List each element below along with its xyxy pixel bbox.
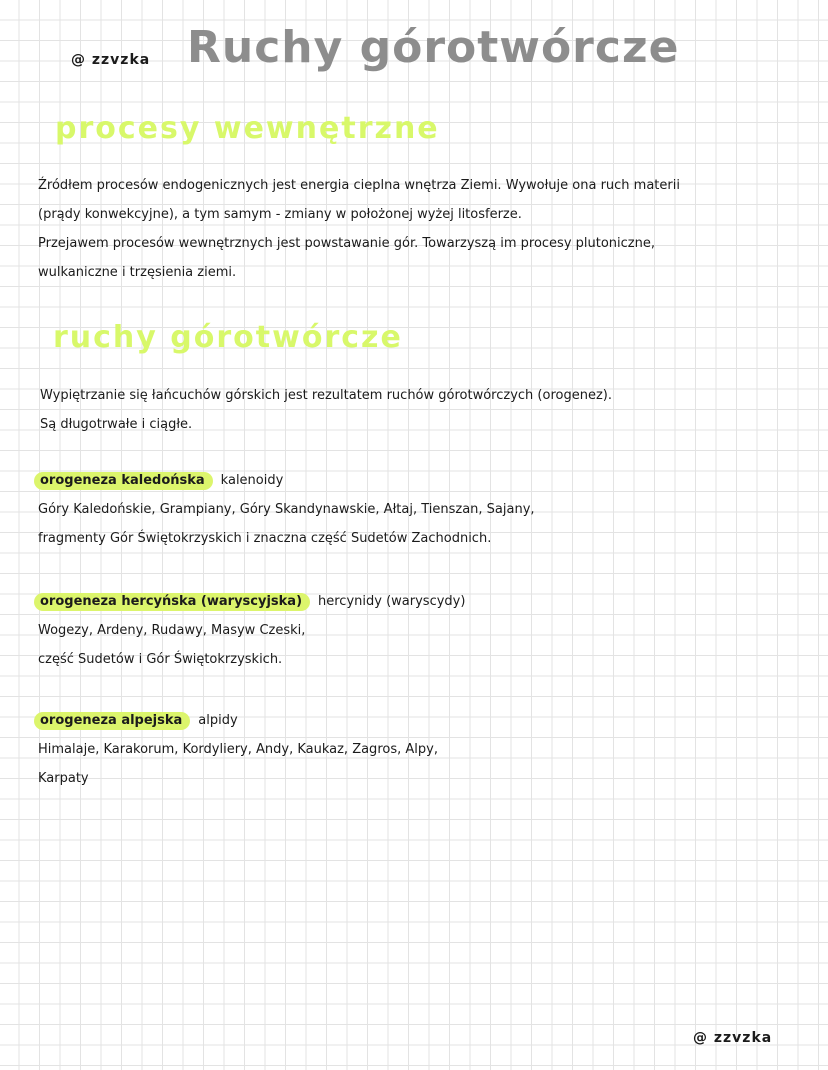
paragraph-line: Są długotrwałe i ciągłe. bbox=[40, 417, 193, 432]
paragraph-ruchy bbox=[40, 381, 612, 439]
page-title: Ruchy górotwórcze bbox=[187, 22, 680, 73]
author-handle-top: @ zzvzka bbox=[71, 52, 151, 68]
orogeny-result: alpidy bbox=[198, 713, 238, 728]
orogeny-hercynska bbox=[38, 587, 465, 674]
orogeny-line: część Sudetów i Gór Świętokrzyskich. bbox=[38, 652, 283, 667]
orogeny-result: kalenoidy bbox=[220, 473, 284, 488]
orogeny-alpejska bbox=[38, 706, 438, 793]
orogeny-line: fragmenty Gór Świętokrzyskich i znaczna część Sudetów Zachodnich. bbox=[38, 531, 492, 546]
orogeny-header bbox=[38, 706, 438, 735]
section-heading-procesy: procesy wewnętrzne bbox=[55, 111, 440, 146]
paragraph-line: Wypiętrzanie się łańcuchów górskich jest rezultatem ruchów górotwórczych (orogenez). bbox=[40, 388, 612, 403]
orogeny-name-highlight: orogeneza alpejska bbox=[34, 712, 190, 730]
orogeny-name-highlight: orogeneza kaledońska bbox=[34, 472, 213, 490]
orogeny-kaledonska bbox=[38, 466, 535, 553]
author-handle-bottom: @ zzvzka bbox=[693, 1030, 773, 1046]
paragraph-line: Źródłem procesów endogenicznych jest energia cieplna wnętrza Ziemi. Wywołuje ona ruch materii bbox=[38, 178, 680, 193]
orogeny-line: Himalaje, Karakorum, Kordyliery, Andy, Kaukaz, Zagros, Alpy, bbox=[38, 742, 438, 757]
section-heading-ruchy: ruchy górotwórcze bbox=[53, 320, 403, 355]
orogeny-result: hercynidy (waryscydy) bbox=[318, 594, 466, 609]
orogeny-line: Góry Kaledońskie, Grampiany, Góry Skandynawskie, Ałtaj, Tienszan, Sajany, bbox=[38, 502, 535, 517]
paragraph-line: wulkaniczne i trzęsienia ziemi. bbox=[38, 265, 237, 280]
orogeny-header bbox=[38, 587, 465, 616]
paragraph-line: (prądy konwekcyjne), a tym samym - zmiany w położonej wyżej litosferze. bbox=[38, 207, 522, 222]
orogeny-line: Karpaty bbox=[38, 771, 89, 786]
orogeny-header bbox=[38, 466, 535, 495]
paragraph-procesy bbox=[38, 171, 680, 287]
orogeny-name-highlight: orogeneza hercyńska (waryscyjska) bbox=[34, 593, 310, 611]
orogeny-line: Wogezy, Ardeny, Rudawy, Masyw Czeski, bbox=[38, 623, 306, 638]
paragraph-line: Przejawem procesów wewnętrznych jest powstawanie gór. Towarzyszą im procesy plutoniczne, bbox=[38, 236, 655, 251]
